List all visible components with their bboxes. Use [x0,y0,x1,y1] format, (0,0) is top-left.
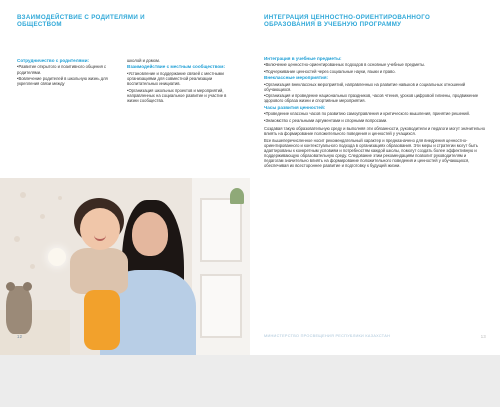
parents-item: •Вовлечение родителей в школьную жизнь для укрепления связи между [17,75,108,87]
parents-item-continued: школой и домом. [127,58,160,63]
community-subheading: Взаимодействие с местным сообществом: [127,64,226,70]
community-column [127,58,233,104]
parents-subheading: Сотрудничество с родителями: [17,58,90,63]
values-hours-item: •Проведение классных часов по развитию самоуправления и критического мышления, принятие решений. [264,111,470,117]
page-number: 13 [480,334,486,339]
curriculum-column [264,56,486,169]
extracurricular-subheading: Внеклассные мероприятия: [264,75,329,81]
body-paragraph: Создавая такую образовательную среду и выполняя эти обязанности, руководители и педагоги могут значительно влиять на формирование положительного поведения и ценностей у учащихся. [264,125,486,137]
values-hours-subheading: Часы развития ценностей: [264,104,326,110]
community-item: •Установление и поддержание связей с местными организациями для совместной реализации воспитательных инициатив. [127,70,224,87]
right-section-title: ИНТЕГРАЦИЯ ЦЕННОСТНО-ОРИЕНТИРОВАННОГО ОБРАЗОВАНИЯ В УЧЕБНУЮ ПРОГРАММУ [264,14,431,29]
community-item: •Организация школьных проектов и мероприятий, направленных на социальное развитие и участие в жизни сообщества. [127,87,227,103]
body-paragraph: Все вышеперечисленное носит рекомендательный характер и предназначено для внедрения ценностно-ориентированного и контекстуального подхода в организациях образования. Эти меры и стратегии могут быть адаптированы к конкретным условиям и потребностям каждой школы, помогут создать более эффективную и поддерживающую образовательную среду. Следование этим рекомендациям позволит руководителям и педагогам значительно влиять на формирование положительного поведения и ценностей у обучающихся, обеспечивая их всестороннее развитие и подготовку к будущей жизни. [264,137,478,168]
page-number: 12 [17,334,23,339]
extracurricular-item: •Организация и проведение национальных праздников, часов чтения, уроков цифровой гигиены, продвижение здорового образа жизни и спортивные мероприятия. [264,93,479,104]
values-hours-item: •Знакомство с реальными аргументами и спорными вопросами. [264,117,388,123]
subjects-subheading: Интеграция в учебные предметы: [264,56,342,61]
right-page [250,0,500,355]
mother-child-photo [0,178,250,355]
subjects-item: •Подчеркивание ценностей через социальные науки, языки и право. [264,68,396,74]
left-section-title: ВЗАИМОДЕЙСТВИЕ С РОДИТЕЛЯМИ И ОБЩЕСТВОМ [17,14,145,29]
extracurricular-item: •Организация внеклассных мероприятий, направленных на развитие навыков и социальных отношений обучающихся. [264,81,466,92]
parents-column [17,58,115,88]
footer-ministry: МИНИСТЕРСТВО ПРОСВЕЩЕНИЯ РЕСПУБЛИКИ КАЗАХСТАН [264,334,391,338]
subjects-item: •Включение ценностно-ориентированных подходов в основные учебные предметы. [264,62,426,68]
left-page [0,0,250,355]
parents-item: •Развитие открытого и позитивного общения с родителями. [17,64,107,75]
